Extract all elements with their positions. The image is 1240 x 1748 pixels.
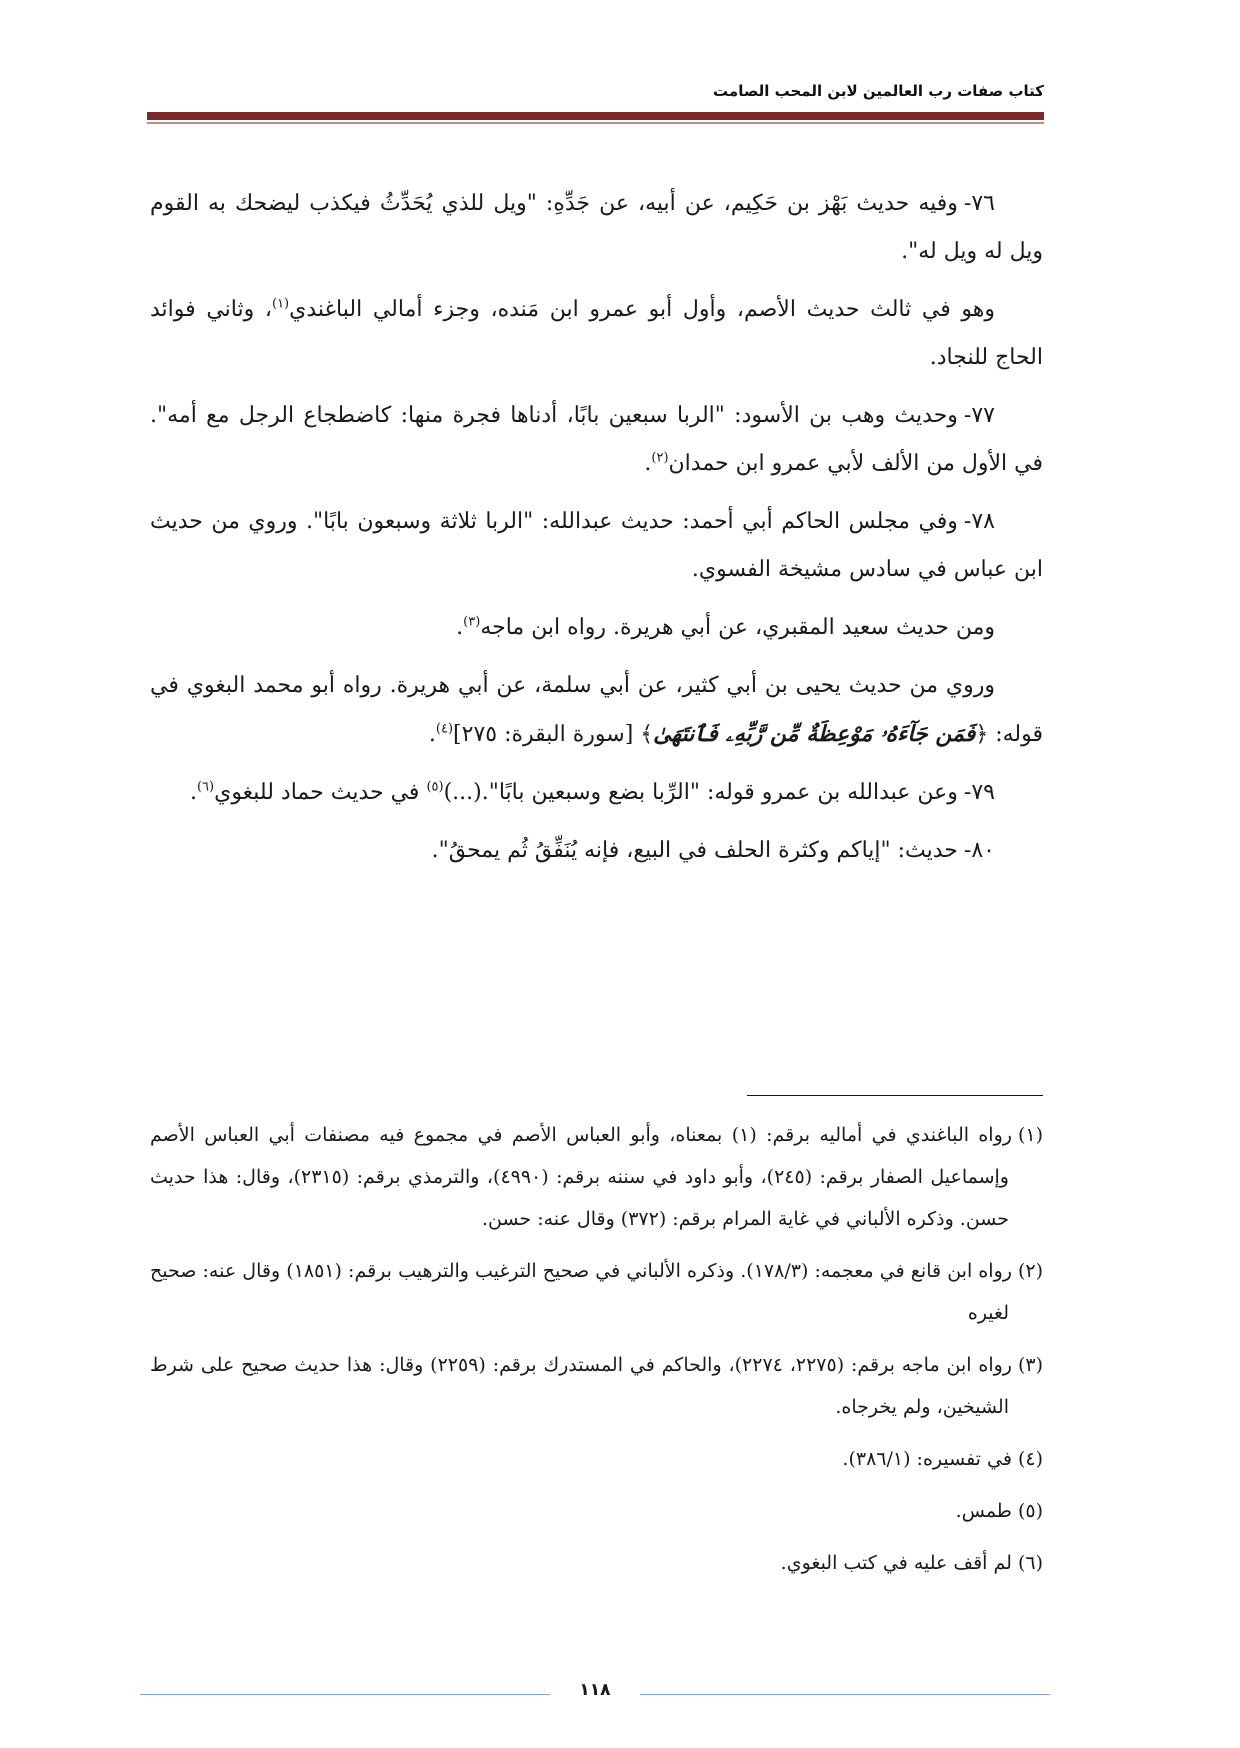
paragraph-text: وفي مجلس الحاكم أبي أحمد: حديث عبدالله: "الربا ثلاثة وسبعون بابًا". وروي من حديث ابن عباس في سادس مشيخة الفسوي. (150, 509, 1043, 582)
footer-rule-right (640, 1694, 1050, 1695)
paragraph-78 (150, 498, 1043, 594)
paragraph-text: وهو في ثالث حديث الأصم، وأول أبو عمرو ابن مَنده، وجزء أمالي الباغندي (289, 297, 995, 322)
footnote-number: (٣) (1017, 1354, 1044, 1376)
hadith-number: ٧٧- (963, 403, 995, 428)
paragraph-text: وفيه حديث بَهْز بن حَكِيم، عن أبيه، عن جَدِّهِ: "ويل للذي يُحَدِّثُ فيكذب ليضحك به القوم ويل له ويل له". (150, 191, 1043, 264)
paragraph-text: حديث: "إياكم وكثرة الحلف في البيع، فإنه يُنَفِّقُ ثُم يمحقُ". (431, 838, 958, 863)
footnote-text: رواه ابن قانع في معجمه: (١٧٨/٣). وذكره الألباني في صحيح الترغيب والترهيب برقم: (١٨٥١) وقال عنه: صحيح لغيره (150, 1260, 1012, 1324)
paragraph-76 (150, 180, 1043, 276)
footnote-2 (150, 1250, 1043, 1334)
paragraph-text: ﴾ [سورة البقرة: ٢٧٥] (453, 722, 654, 747)
page-number: ١١٨ (579, 1680, 611, 1700)
footnote-separator (747, 1095, 1043, 1096)
paragraph-78-baghawi (150, 662, 1043, 759)
footnote-6 (150, 1542, 1043, 1584)
footnote-ref-1[interactable]: (١) (271, 296, 290, 312)
paragraph-text: . (644, 451, 652, 476)
paragraph-80 (150, 827, 1043, 875)
footnote-ref-4[interactable]: (٤) (435, 721, 454, 737)
footnote-text: لم أقف عليه في كتب البغوي. (780, 1552, 1012, 1574)
paragraph-text: ومن حديث سعيد المقبري، عن أبي هريرة. رواه ابن ماجه (480, 615, 995, 640)
footnote-5 (150, 1490, 1043, 1532)
footnote-text: طمس. (955, 1500, 1012, 1522)
footnote-1 (150, 1114, 1043, 1240)
paragraph-text: وروي من حديث يحيى بن أبي كثير، عن أبي سلمة، عن أبي هريرة. رواه أبو محمد البغوي في قوله: ﴿ (150, 673, 1043, 747)
footnote-number: (٥) (1017, 1500, 1043, 1522)
footnote-4 (150, 1438, 1043, 1480)
header-rule-thick (147, 112, 1044, 120)
paragraph-text: وحديث وهب بن الأسود: "الربا سبعين بابًا، أدناها فجرة منها: كاضطجاع الرجل مع أمه". في الأول من الألف لأبي عمرو ابن حمدان (150, 403, 1043, 476)
footer-rule-left (140, 1694, 550, 1695)
hadith-number: ٧٦- (963, 191, 995, 216)
paragraph-76-sources (150, 286, 1043, 382)
footnote-number: (٦) (1017, 1552, 1043, 1574)
footnote-ref-6[interactable]: (٦) (196, 779, 215, 795)
footnote-text: رواه ابن ماجه برقم: (٢٢٧٥، ٢٢٧٤)، والحاكم في المستدرك برقم: (٢٢٥٩) وقال: هذا حديث صحيح على شرط الشيخين، ولم يخرجاه. (150, 1354, 1012, 1418)
footnote-ref-3[interactable]: (٣) (463, 614, 481, 630)
hadith-number: ٧٨- (963, 509, 995, 534)
footnote-number: (٢) (1017, 1260, 1043, 1282)
paragraph-79 (150, 769, 1043, 817)
footnote-text: رواه الباغندي في أماليه برقم: (١) بمعناه، وأبو العباس الأصم في مجموع فيه مصنفات أبي العباس الأصم وإسماعيل الصفار برقم: (٢٤٥)، وأبو داود في سننه برقم: (٤٩٩٠)، والترمذي برقم: (٢٣١٥)، وقال: هذا حديث حسن. وذكره الألباني في غاية المرام برقم: (٣٧٢) وقال عنه: حسن. (150, 1124, 1012, 1230)
footnote-text: في تفسيره: (٣٨٦/١). (842, 1448, 1012, 1470)
paragraph-text: . (428, 722, 436, 747)
paragraph-text: وعن عبدالله بن عمرو قوله: "الرِّبا بضع وسبعين بابًا".(...) (443, 780, 958, 805)
footnote-number: (٤) (1017, 1448, 1043, 1470)
header-rule-thin (147, 122, 1044, 124)
footnote-ref-2[interactable]: (٢) (651, 450, 669, 466)
paragraph-text: في حديث حماد للبغوي (214, 780, 427, 805)
footnote-3 (150, 1344, 1043, 1428)
quran-verse: فَمَن جَآءَهُۥ مَوْعِظَةٌ مِّن رَّبِّهِۦ فَٱنتَهَىٰ (653, 721, 976, 747)
paragraph-78-ibn-majah (150, 604, 1043, 652)
main-text (150, 180, 1043, 885)
paragraph-text: ، وثاني فوائد الحاج للنجاد. (150, 297, 1043, 370)
paragraph-77 (150, 392, 1043, 488)
hadith-number: ٧٩- (963, 780, 995, 805)
paragraph-text: . (189, 780, 197, 805)
running-header-title: كتاب صفات رب العالمين لابن المحب الصامت (713, 82, 1044, 100)
footnote-ref-5[interactable]: (٥) (426, 779, 444, 795)
paragraph-text: . (456, 615, 464, 640)
footnote-number: (١) (1017, 1124, 1044, 1146)
hadith-number: ٨٠- (963, 838, 995, 863)
footnotes-section (150, 1114, 1043, 1584)
